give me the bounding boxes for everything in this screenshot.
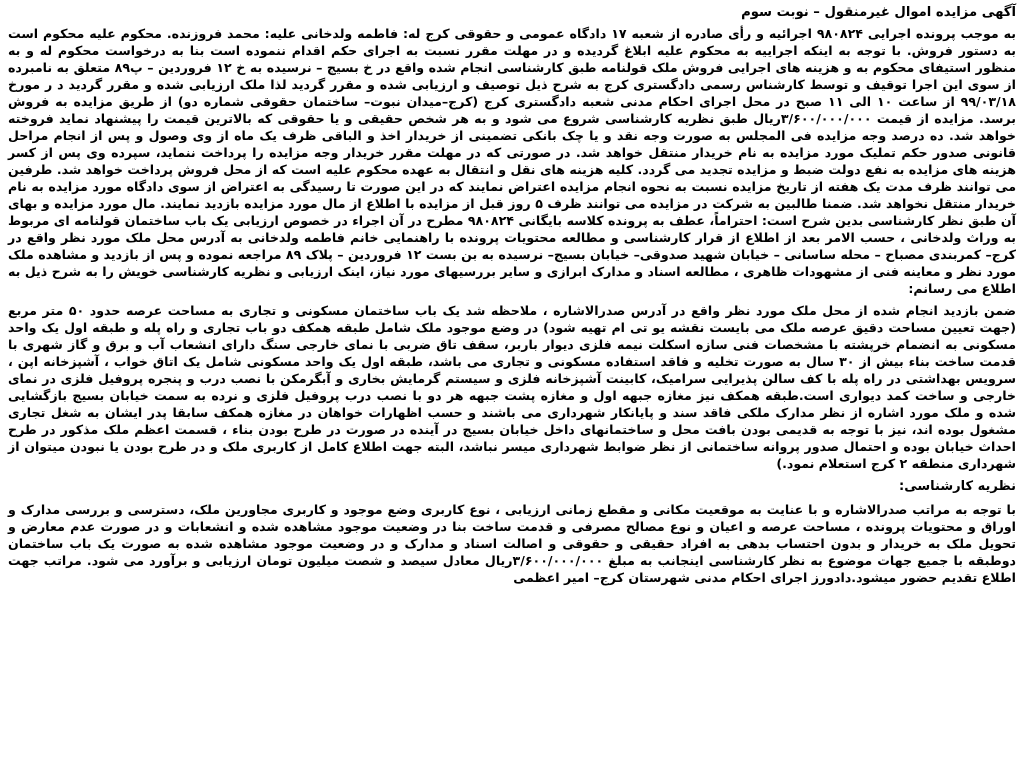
- case-paragraph: به موجب پرونده اجرایی ۹۸۰۸۲۴ اجرائیه و رأی صادره از شعبه ۱۷ دادگاه عمومی و حقوقی کرج له: فاطمه ولدخانی علیه: محمد فروزنده. محکوم علیه محکوم است به دستور فروش. با توجه به اینکه اجراییه به محکوم علیه ابلاغ گردیده و در مهلت مقرر نسبت به اجرای حکم اقدام ننموده است بنا به درخواست محکوم له و به منظور استیفای محکوم به و هزینه های اجرایی فروش ملک قولنامه طبق کارشناسی انجام شده واقع در خ بسیج – نرسیده به خ ۱۲ فروردین – پ۸۹ متعلق به نامبرده از سوی این اجرا توقیف و توسط کارشناس رسمی دادگستری کرج به شرح ذیل توصیف و ارزیابی شده و مقرر گردید لذا ملک ارزیابی شده و مقرر گردید د ر مورخ ۹۹/۰۳/۱۸ از ساعت ۱۰ الی ۱۱ صبح در محل اجرای احکام مدنی شعبه دادگستری کرج (کرج–میدان نبوت– ساختمان حقوقی شماره دو) از طریق مزایده به فروش برسد. مزایده از قیمت ۳/۶۰۰/۰۰۰/۰۰۰ریال طبق نظریه کارشناسی شروع می شود و به هر شخص حقیقی و یا حقوقی که بالاترین قیمت را پیشنهاد نماید فروخته خواهد شد. ده درصد وجه مزایده فی المجلس به صورت وجه نقد و یا چک بانکی تضمینی از خریدار اخذ و الباقی ظرف یک ماه از وی وصول و پس از انجام مراحل قانونی صدور حکم تملیک مورد مزایده به نام خریدار منتقل خواهد شد. در صورتی که در مهلت مقرر خریدار وجه مزایده را پرداخت ننماید، سپرده وی پس از کسر هزینه های مزایده به نفع دولت ضبط و مزایده تجدید می گردد. کلیه هزینه های نقل و انتقال به عهده محکوم علیه است که از محل فروش پرداخت خواهد شد. طرفین می توانند ظرف مدت یک هفته از تاریخ مزایده نسبت به نحوه انجام مزایده اعتراض نمایند که در این صورت تا رسیدگی به اعتراض از سوی دادگاه مورد مزایده به نام خریدار منتقل نخواهد شد. ضمنا طالبین به شرکت در مزایده می توانند ظرف ۵ روز قبل از مزایده با اطلاع از مال مورد مزایده بازدید نمایند. مال مورد مزایده و بهای آن طبق نظر کارشناسی بدین شرح است: احتراماً، عطف به پرونده کلاسه بایگانی ۹۸۰۸۲۴ مطرح در آن اجراء در خصوص ارزیابی یک باب ساختمان قولنامه ای مربوط به وراث ولدخانی ، حسب الامر بعد از اطلاع از قرار کارشناسی و مطالعه محتویات پرونده با راهنمایی خانم فاطمه ولدخانی به آدرس محل ملک مورد نظر واقع در کرج– کمربندی مصباح – محله ساسانی – خیابان شهید صدوقی– خیابان بسیج– نرسیده به بن بست ۱۲ فروردین – پلاک ۸۹ مراجعه نموده و پس از بازدید و مشاهده ملک مورد نظر و معاینه فنی از مشهودات ظاهری ، مطالعه اسناد و مدارک ابرازی و سایر بررسیهای مورد نیاز، اینک ارزیابی و نظریه کارشناسی خویش را به شرح ذیل به اطلاع می رسانم:: [8, 26, 1017, 296]
- notice-title: آگهی مزایده اموال غیرمنقول – نوبت سوم: [741, 5, 1016, 20]
- auction-notice: [8, 0, 1016, 586]
- expert-opinion-paragraph: با توجه به مراتب صدرالاشاره و با عنایت به موقعیت مکانی و مقطع زمانی ارزیابی ، نوع کاربری وضع موجود و کاربری مجاورین ملک، دسترسی و بررسی مدارک و اوراق و محتویات پرونده ، مساحت عرصه و اعیان و نوع مصالح مصرفی و قدمت ساخت بنا در وضعیت موجود مشاهده شده و انشعابات و در صورت عدم معارض و تحویل ملک به خریدار و بدون احتساب بدهی به افراد حقیقی و حقوقی و اصالت اسناد و مدارک و در وضعیت موجود مشاهده شده به صورت یک باب ساختمان دوطبقه با جمیع جهات موضوع به نظر کارشناسی اینجانب به مبلغ ۳/۶۰۰/۰۰۰/۰۰۰ریال معادل سیصد و شصت میلیون تومان ارزیابی و برآورد می شود. مراتب جهت اطلاع تقدیم حضور میشود.دادورز اجرای احکام مدنی شهرستان کرج– امیر اعظمی: [8, 502, 1017, 585]
- property-description-paragraph: ضمن بازدید انجام شده از محل ملک مورد نظر واقع در آدرس صدرالاشاره ، ملاحظه شد یک باب ساختمان مسکونی و تجاری به مساحت عرصه حدود ۵۰ متر مربع (جهت تعیین مساحت دقیق عرصه ملک می بایست نقشه یو تی ام تهیه شود) در وضع موجود ملک شامل طبقه همکف دو باب تجاری و راه پله و طبقه اول یک واحد مسکونی به انضمام خرپشته با مشخصات فنی سازه اسکلت نیمه فلزی دیوار باربر، سقف تاق ضربی با نمای خارجی سنگ دارای انشعاب آب و برق و گاز شهری با قدمت ساخت بناء بیش از ۳۰ سال به صورت تخلیه و فاقد استفاده مسکونی و تجاری می باشد، طبقه اول یک واحد مسکونی شامل یک اتاق خواب ، آشپزخانه اپن ، سرویس بهداشتی در راه پله با کف سالن پذیرایی سرامیک، کابینت آشپزخانه فلزی و سیستم گرمایش بخاری و آبگرمکن با نصب درب و پنجره پروفیل فلزی در نمای خارجی و ساخت کمد دیواری است.طبقه همکف نیز مغازه جبهه اول و مغازه پشت جبهه هر دو با نصب درب پروفیل فلزی و نرده به سمت خیابان بسیج بازگشایی شده و ملک مورد اشاره از نظر مدارک ملکی فاقد سند و پایانکار شهرداری می باشند و حسب اظهارات خواهان در مغازه همکف سابقا پدر ایشان به شغل تجاری مشغول بوده اند، نیز با توجه به قدیمی بودن بافت محل و ساختمانهای داخل خیابان بسیج در آینده در صورت در طرح بودن بناء ، قسمت اعظم ملک مذکور در طرح احداث خیابان بوده و احتمال صدور پروانه ساختمانی از نظر ضوابط شهرداری میسر نباشد، البته جهت اطلاع کامل از کاربری ملک و در طرح بودن یا نبودن میتوان از شهرداری منطقه ۲ کرج استعلام نمود.): [8, 303, 1016, 471]
- expert-opinion-heading: نظریه کارشناسی:: [899, 479, 1016, 494]
